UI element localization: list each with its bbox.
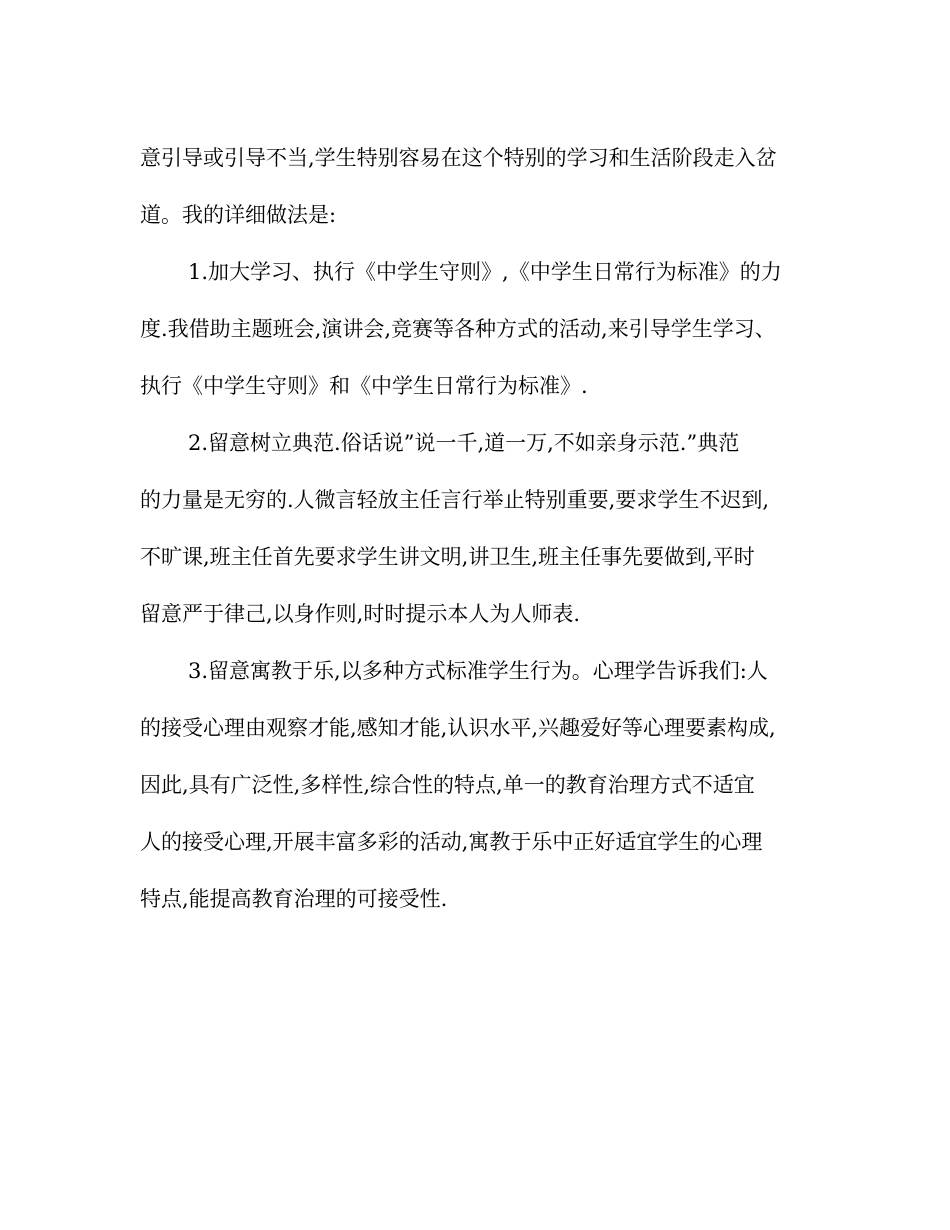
text-line: 执行《中学生守则》和《中学生日常行为标准》. bbox=[140, 374, 588, 398]
text-line: 道。我的详细做法是: bbox=[140, 203, 337, 227]
text-line: 留意严于律己,以身作则,时时提示本人为人师表. bbox=[140, 602, 581, 626]
body-text bbox=[140, 130, 820, 928]
text-line: 3.留意寓教于乐,以多种方式标准学生行为。心理学告诉我们:人 bbox=[188, 659, 768, 683]
text-line: 意引导或引导不当,学生特别容易在这个特别的学习和生活阶段走入岔 bbox=[140, 146, 777, 170]
text-line: 不旷课,班主任首先要求学生讲文明,讲卫生,班主任事先要做到,平时 bbox=[140, 545, 755, 569]
text-line: 人的接受心理,开展丰富多彩的活动,寓教于乐中正好适宜学生的心理 bbox=[140, 830, 763, 854]
text-line: 的力量是无穷的.人微言轻放主任言行举止特别重要,要求学生不迟到, bbox=[140, 488, 770, 512]
text-line: 2.留意树立典范.俗话说”说一千,道一万,不如亲身示范.”典范 bbox=[188, 431, 740, 455]
text-line: 因此,具有广泛性,多样性,综合性的特点,单一的教育治理方式不适宜 bbox=[140, 773, 755, 797]
text-line: 的接受心理由观察才能,感知才能,认识水平,兴趣爱好等心理要素构成, bbox=[140, 716, 776, 740]
text-line: 特点,能提高教育治理的可接受性. bbox=[140, 887, 448, 911]
text-line: 度.我借助主题班会,演讲会,竞赛等各种方式的活动,来引导学生学习、 bbox=[140, 317, 776, 341]
text-line: 1.加大学习、执行《中学生守则》,《中学生日常行为标准》的力 bbox=[188, 260, 782, 284]
